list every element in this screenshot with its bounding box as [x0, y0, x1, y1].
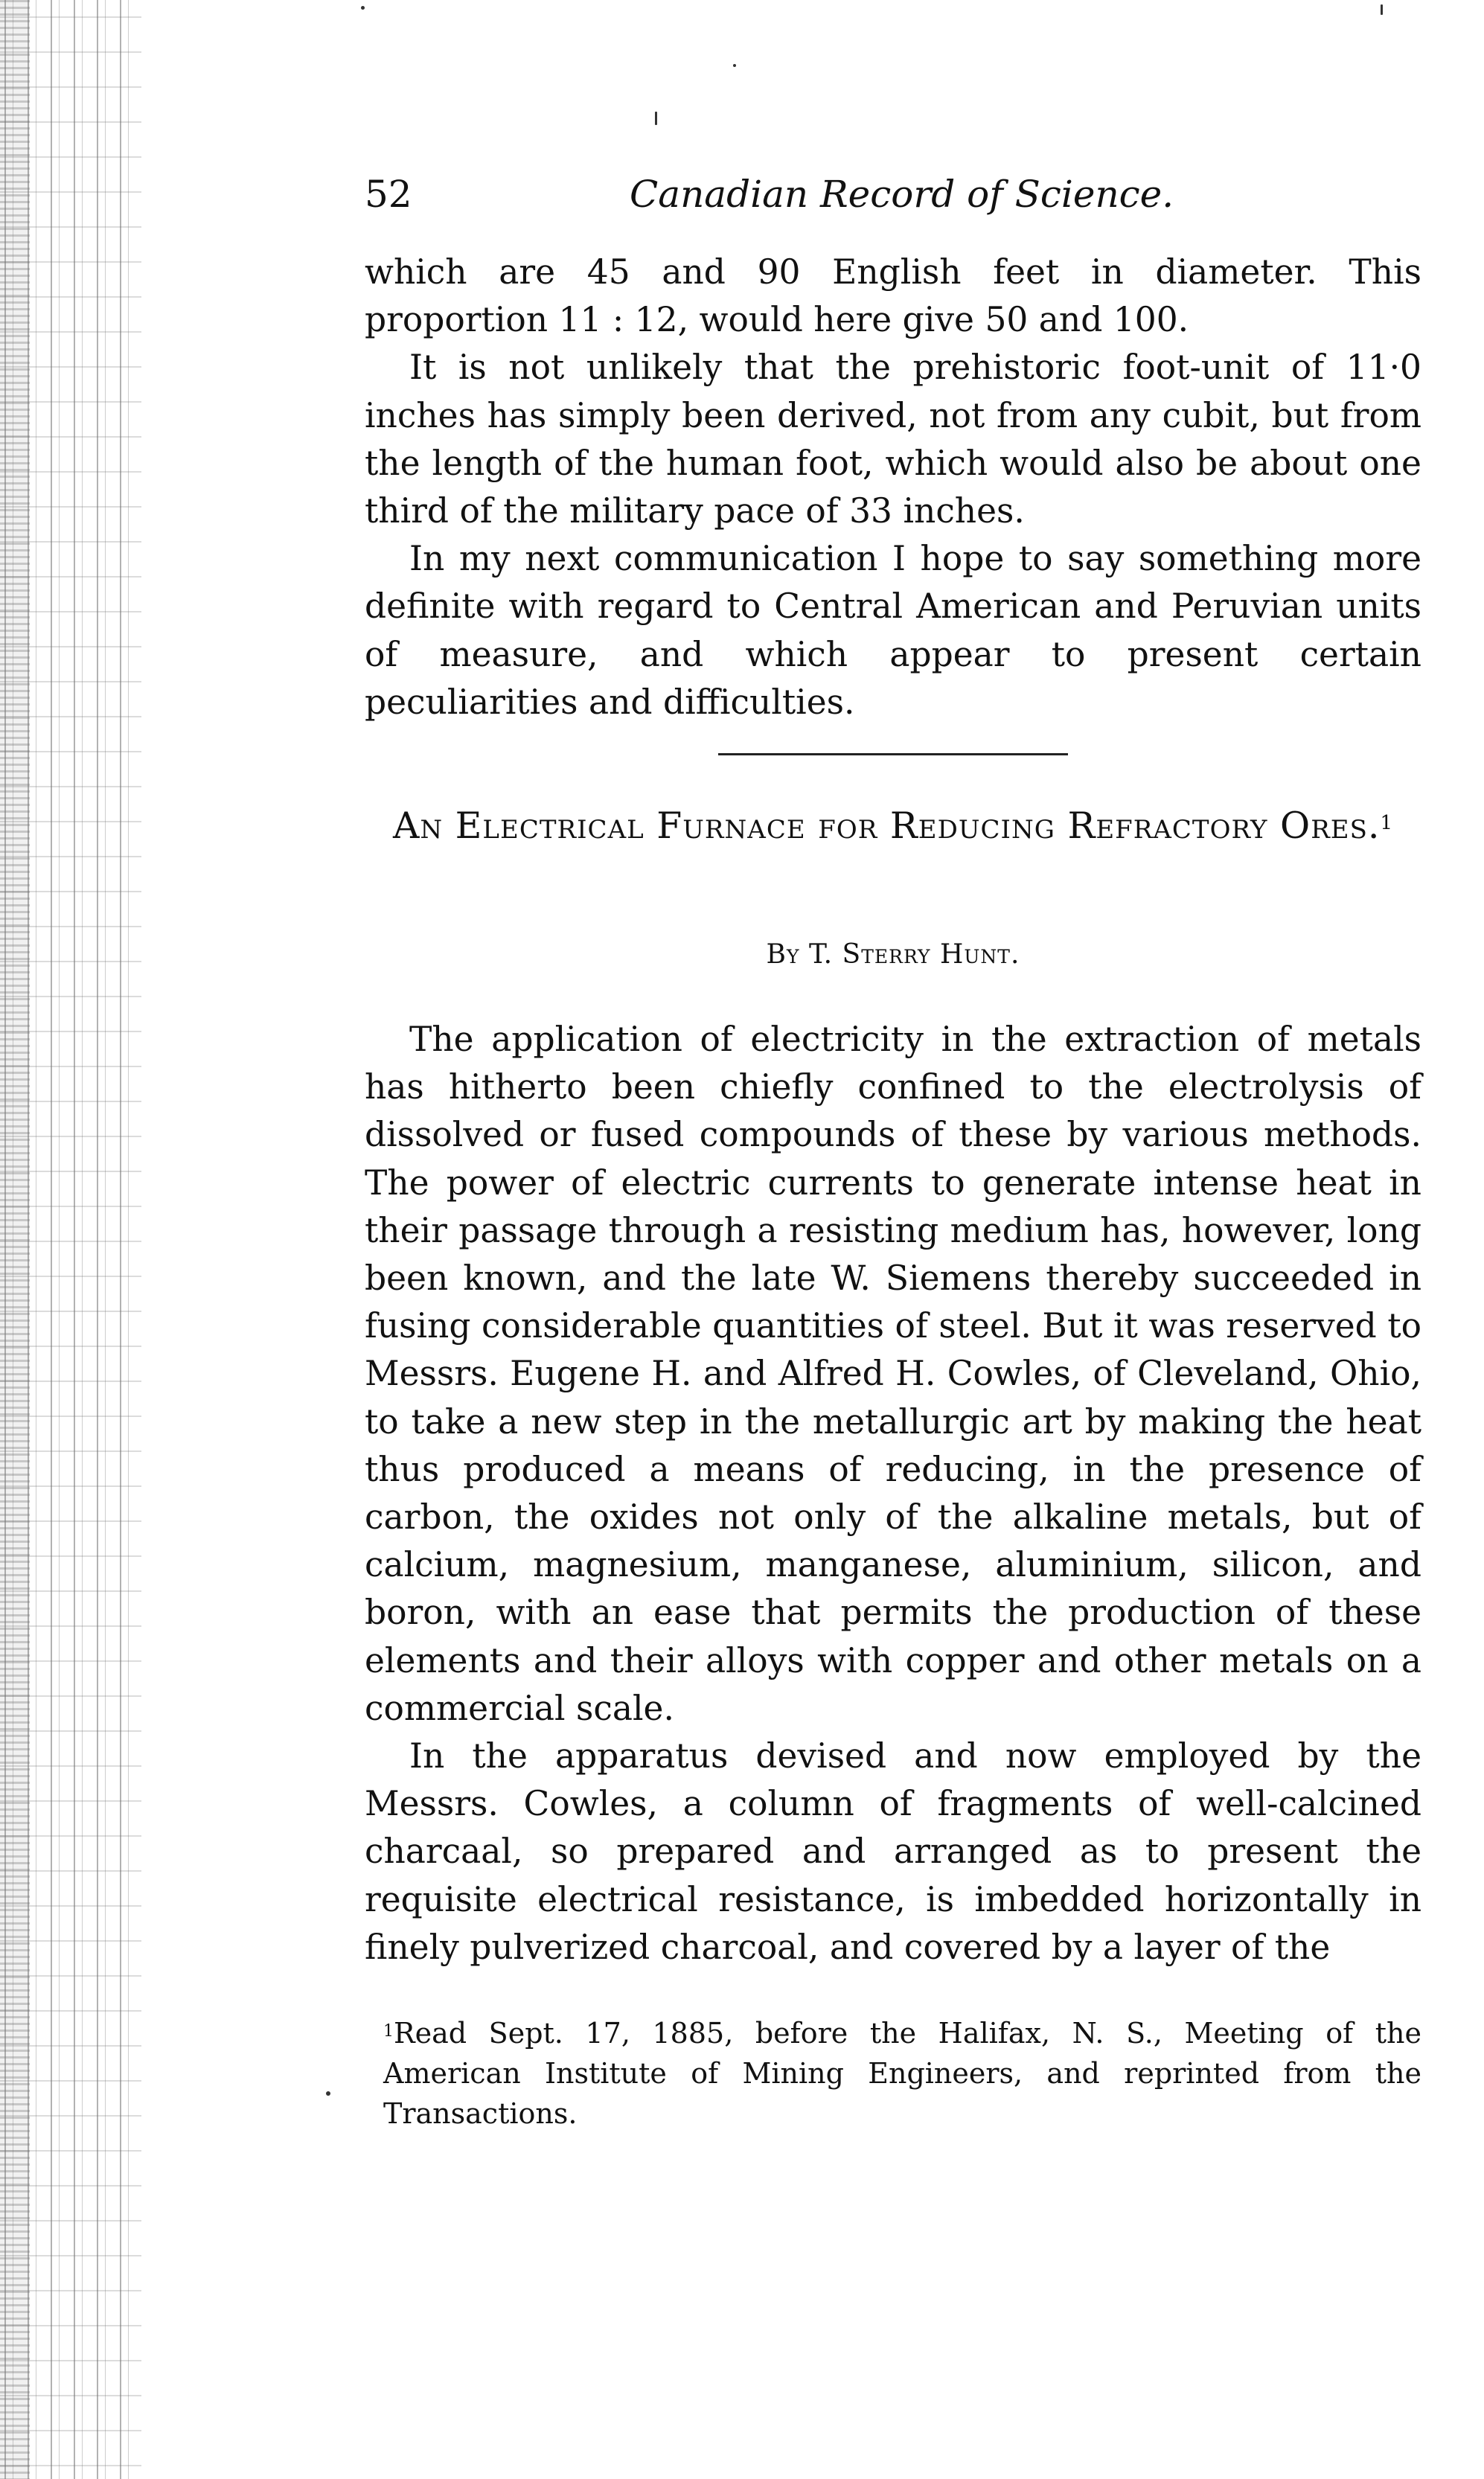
paragraph: In the apparatus devised and now employed by the Messrs. Cowles, a column of fragments of well-calcined charcaal, so prepared and arranged as to present the requisite electrical resistance, is imbedded horizontally in finely pulverized charcoal, and covered by a layer of the [365, 1736, 1421, 1967]
paragraph: In my next communication I hope to say something more definite with regard to Central American and Peruvian units of measure, and which appear to present certain peculiarities and difficulties. [365, 539, 1421, 722]
scan-speck [326, 2091, 330, 2096]
article-title-text: An Electrical Furnace for Reducing Refractory Ores. [392, 805, 1381, 847]
article-body [365, 1016, 1421, 1971]
footnote [383, 2013, 1421, 2134]
journal-title: Canadian Record of Science. [630, 173, 1174, 216]
scan-speck [1381, 4, 1383, 15]
footnote-marker: 1 [383, 2022, 394, 2041]
paragraph: The application of electricity in the extraction of metals has hitherto been chiefly confined to the electrolysis of dissolved or fused compounds of these by various methods. The power of electric currents to generate intense heat in their passage through a resisting medium has, however, long been known, and the late W. Siemens thereby succeeded in fusing considerable quantities of steel. But it was reserved to Messrs. Eugene H. and Alfred H. Cowles, of Cleveland, Ohio, to take a new step in the metallurgic art by making the heat thus produced a means of reducing, in the presence of carbon, the oxides not only of the alkaline metals, but of calcium, magnesium, manganese, aluminium, silicon, and boron, with an ease that permits the production of these elements and their alloys with copper and other metals on a commercial scale. [365, 1020, 1421, 1728]
footnote-reference: 1 [1380, 812, 1394, 834]
byline: By T. Sterry Hunt. [766, 939, 1020, 970]
section-divider [718, 753, 1068, 755]
paragraph: It is not unlikely that the prehistoric foot-unit of 11·0 inches has simply been derived, not from any cubit, but from the length of the human foot, which would also be about one third of the military pace of 33 inches. [365, 348, 1421, 531]
page-number: 52 [365, 173, 412, 216]
scan-speck [733, 64, 736, 67]
article-title [365, 802, 1421, 850]
paragraph: which are 45 and 90 English feet in diameter. This proportion 11 : 12, would here give 50 and 100. [365, 252, 1421, 340]
continued-text [365, 249, 1421, 726]
binding-edge [0, 0, 141, 2479]
scan-speck [361, 6, 365, 10]
scan-speck [655, 112, 657, 125]
footnote-text: Read Sept. 17, 1885, before the Halifax, N. S., Meeting of the American Institute of Mining Engineers, and reprinted from the Transactions. [383, 2017, 1421, 2130]
running-head [365, 173, 1407, 225]
